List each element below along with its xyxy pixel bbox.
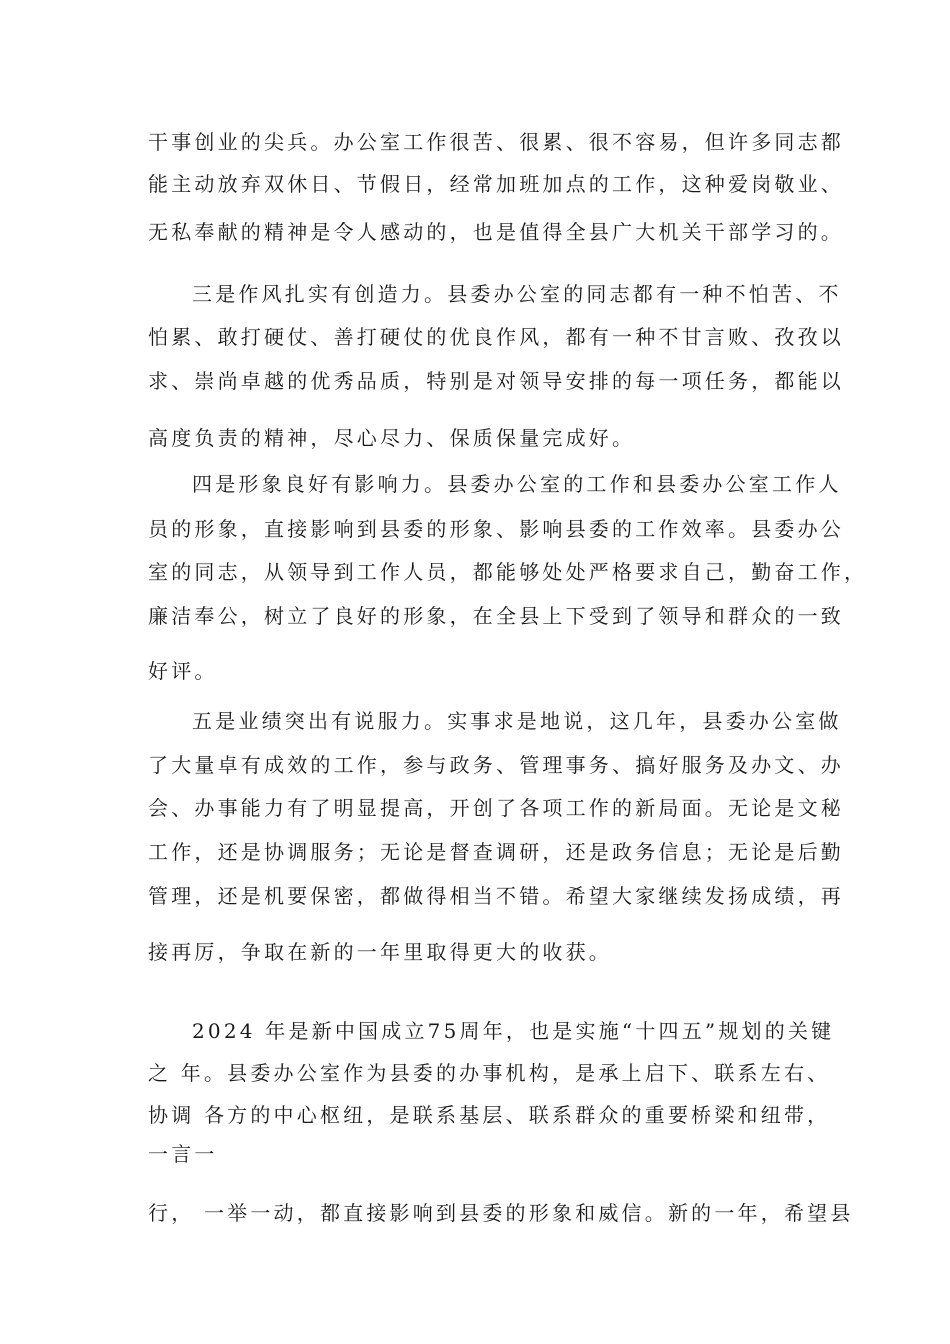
paragraph-line: 无私奉献的精神是令人感动的，也是值得全县广大机关干部学习的。 [148, 220, 844, 244]
paragraph-line: 接再厉，争取在新的一年里取得更大的收获。 [148, 940, 612, 964]
paragraph-line: 会、办事能力有了明显提高，开创了各项工作的新局面。无论是文秘 [148, 796, 844, 820]
paragraph-line: 之 年。县委办公室作为县委的办事机构，是承上启下、联系左右、 [148, 1061, 831, 1085]
paragraph-line: 一言一 [148, 1142, 218, 1166]
paragraph-line: 2024 年是新中国成立75周年，也是实施“十四五”规划的关键 [192, 1019, 835, 1043]
paragraph-line: 行， 一举一动，都直接影响到县委的形象和威信。新的一年，希望县 [148, 1201, 854, 1225]
paragraph-line: 三是作风扎实有创造力。县委办公室的同志都有一种不怕苦、不 [192, 282, 842, 306]
paragraph-line: 怕累、敢打硬仗、善打硬仗的优良作风，都有一种不甘言败、孜孜以 [148, 325, 844, 349]
paragraph-line: 四是形象良好有影响力。县委办公室的工作和县委办公室工作人 [192, 472, 842, 496]
paragraph-line: 室的同志，从领导到工作人员，都能够处处严格要求自己，勤奋工作， [148, 560, 868, 584]
paragraph-line: 员的形象，直接影响到县委的形象、影响县委的工作效率。县委办公 [148, 517, 844, 541]
paragraph-line: 高度负责的精神，尽心尽力、保质保量完成好。 [148, 426, 636, 450]
paragraph-line: 能主动放弃双休日、节假日，经常加班加点的工作，这种爱岗敬业、 [148, 172, 844, 196]
paragraph-line: 求、崇尚卓越的优秀品质，特别是对领导安排的每一项任务，都能以 [148, 369, 844, 393]
paragraph-line: 干事创业的尖兵。办公室工作很苦、很累、很不容易，但许多同志都 [148, 130, 844, 154]
paragraph-line: 了大量卓有成效的工作，参与政务、管理事务、搞好服务及办文、办 [148, 753, 844, 777]
paragraph-line: 五是业绩突出有说服力。实事求是地说，这几年，县委办公室做 [192, 709, 842, 733]
paragraph-line: 工作，还是协调服务；无论是督查调研，还是政务信息；无论是后勤 [148, 840, 844, 864]
paragraph-line: 好评。 [148, 659, 218, 683]
paragraph-line: 廉洁奉公，树立了良好的形象，在全县上下受到了领导和群众的一致 [148, 604, 844, 628]
paragraph-line: 协调 各方的中心枢纽，是联系基层、联系群众的重要桥梁和纽带， [148, 1103, 831, 1127]
paragraph-line: 管理，还是机要保密，都做得相当不错。希望大家继续发扬成绩，再 [148, 884, 844, 908]
